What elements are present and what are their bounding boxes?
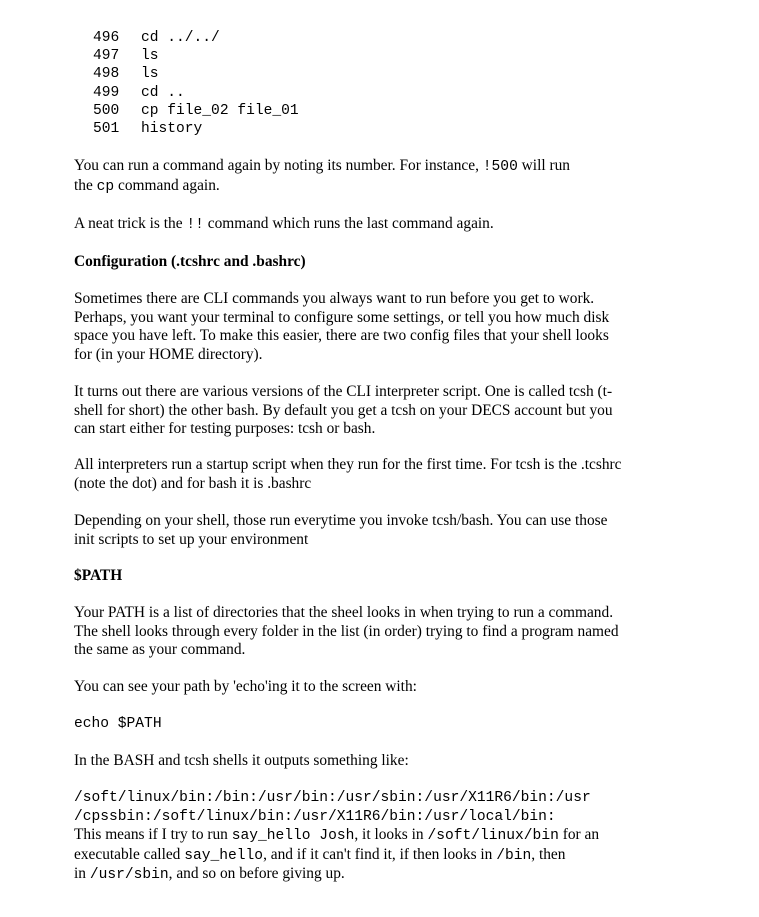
text-line: Your PATH is a list of directories that the sheel looks in when trying to run a command.: [74, 604, 614, 621]
text-span: executable called: [74, 845, 185, 863]
text-span: , and if it can't find it, if then looks in: [263, 845, 497, 863]
paragraph-config-intro: [74, 290, 714, 364]
history-number: 496: [93, 30, 120, 46]
history-row: [93, 120, 299, 138]
paragraph-output-intro: In the BASH and tcsh shells it outputs something like:: [74, 752, 409, 769]
text-line: All interpreters run a startup script when they run for the first time. For tcsh is the .tcshrc: [74, 456, 622, 473]
text-line: can start either for testing purposes: tcsh or bash.: [74, 420, 376, 438]
heading-path: $PATH: [74, 567, 123, 584]
text-line: Perhaps, you want your terminal to configure some settings, or tell you how much disk: [74, 308, 610, 326]
paragraph-path-description: [74, 604, 714, 660]
history-command: cd ..: [141, 84, 185, 101]
text-span: This means if I try to run: [74, 826, 232, 843]
text-line: /soft/linux/bin:/bin:/usr/bin:/usr/sbin:/usr/X11R6/bin:/usr: [74, 790, 591, 806]
text-line: [74, 846, 714, 866]
history-command: cp file_02 file_01: [141, 102, 299, 119]
text-line: the same as your command.: [74, 641, 246, 659]
inline-code: !!: [186, 217, 204, 233]
text-span: will run: [517, 157, 570, 174]
history-row: [93, 29, 299, 47]
history-command: ls: [141, 48, 159, 65]
history-command: cd ../../: [141, 30, 220, 46]
history-number: 501: [93, 120, 120, 137]
paragraph-rerun-command: [74, 157, 714, 196]
text-line: /cpssbin:/soft/linux/bin:/usr/X11R6/bin:/usr/local/bin:: [74, 808, 556, 825]
inline-code: say_hello: [184, 847, 264, 864]
text-span: , and so on before giving up.: [168, 865, 345, 883]
paragraph-init-scripts: [74, 512, 714, 549]
text-line: shell for short) the other bash. By default you get a tcsh on your DECS account but you: [74, 401, 613, 419]
history-number: 500: [93, 102, 120, 119]
history-listing: [93, 29, 299, 138]
text-line: It turns out there are various versions of the CLI interpreter script. One is called tcsh (t-: [74, 383, 613, 400]
text-line: (note the dot) and for bash it is .bashrc: [74, 474, 312, 492]
paragraph-neat-trick: [74, 215, 714, 235]
text-line: [74, 826, 714, 846]
text-span: command again.: [114, 176, 220, 194]
history-number: 498: [93, 66, 120, 83]
text-line: [74, 865, 714, 885]
text-span: You can run a command again by noting its number. For instance,: [74, 157, 483, 174]
text-span: , it looks in: [354, 826, 428, 843]
code-echo-path: echo $PATH: [74, 716, 162, 732]
paragraph-path-explanation: [74, 826, 714, 885]
heading-configuration: Configuration (.tcshrc and .bashrc): [74, 253, 306, 270]
history-command: history: [141, 120, 203, 137]
inline-code: /bin: [496, 847, 532, 864]
history-row: [93, 47, 299, 65]
paragraph-startup-script: [74, 456, 714, 493]
inline-code: !500: [482, 159, 518, 175]
paragraph-interpreters: [74, 383, 714, 439]
text-span: in: [74, 865, 90, 883]
text-line: [74, 177, 714, 197]
inline-code: say_hello Josh: [231, 828, 355, 844]
text-span: for an: [558, 826, 600, 843]
text-span: A neat trick is the: [74, 215, 187, 232]
text-line: [74, 215, 714, 235]
history-row: [93, 65, 299, 83]
text-line: init scripts to set up your environment: [74, 530, 309, 548]
text-line: Depending on your shell, those run everytime you invoke tcsh/bash. You can use those: [74, 512, 608, 529]
history-command: ls: [141, 66, 159, 83]
text-span: the: [74, 176, 97, 194]
text-span: command which runs the last command again.: [203, 215, 494, 232]
inline-code: /usr/sbin: [89, 867, 169, 884]
paragraph-echo-intro: You can see your path by 'echo'ing it to the screen with:: [74, 678, 417, 695]
history-number: 499: [93, 84, 120, 101]
history-row: [93, 84, 299, 102]
code-path-output: [74, 789, 714, 826]
inline-code: cp: [96, 178, 115, 195]
inline-code: /soft/linux/bin: [427, 828, 559, 844]
history-row: [93, 102, 299, 120]
text-line: Sometimes there are CLI commands you always want to run before you get to work.: [74, 290, 595, 307]
text-line: for (in your HOME directory).: [74, 345, 263, 363]
text-span: , then: [531, 845, 566, 863]
text-line: [74, 157, 714, 177]
text-line: space you have left. To make this easier, there are two config files that your shell looks: [74, 327, 609, 345]
history-number: 497: [93, 48, 120, 65]
text-line: The shell looks through every folder in the list (in order) trying to find a program named: [74, 622, 619, 640]
